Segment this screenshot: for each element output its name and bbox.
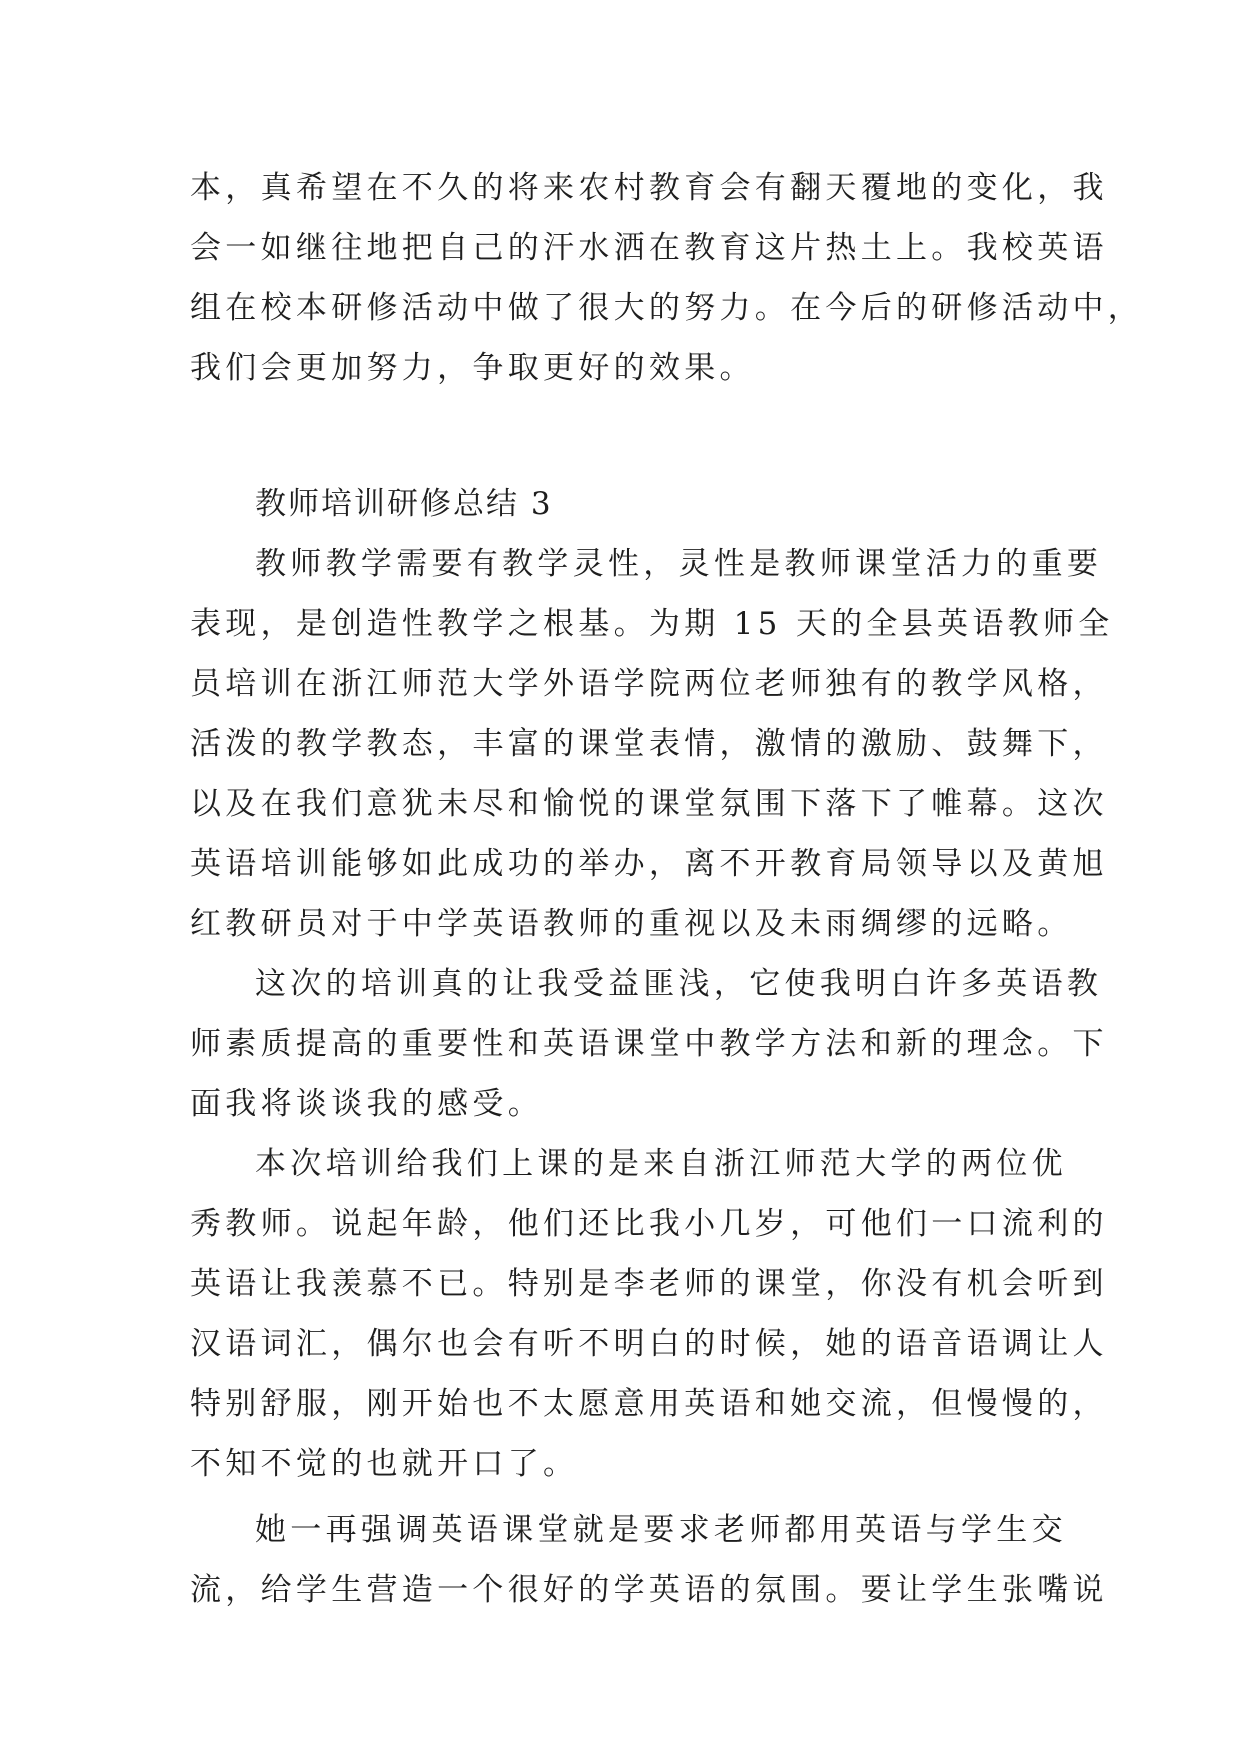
paragraph-1-line-1: 教师教学需要有教学灵性，灵性是教师课堂活力的重要 (255, 546, 1103, 582)
paragraph-2-line-1: 这次的培训真的让我受益匪浅，它使我明白许多英语教 (255, 966, 1103, 1002)
paragraph-1-line-3: 员培训在浙江师范大学外语学院两位老师独有的教学风格， (190, 666, 1108, 702)
paragraph-1-line-4: 活泼的教学教态，丰富的课堂表情，激情的激励、鼓舞下， (190, 726, 1108, 762)
paragraph-3-line-6: 不知不觉的也就开口了。 (190, 1446, 579, 1482)
intro-line-4: 我们会更加努力，争取更好的效果。 (190, 350, 755, 386)
paragraph-2-line-3: 面我将谈谈我的感受。 (190, 1086, 543, 1122)
paragraph-3-line-5: 特别舒服，刚开始也不太愿意用英语和她交流，但慢慢的， (190, 1386, 1108, 1422)
intro-line-2: 会一如继往地把自己的汗水洒在教育这片热土上。我校英语 (190, 230, 1108, 266)
paragraph-4-line-1: 她一再强调英语课堂就是要求老师都用英语与学生交 (255, 1512, 1067, 1548)
paragraph-4-line-2: 流，给学生营造一个很好的学英语的氛围。要让学生张嘴说 (190, 1572, 1108, 1608)
intro-line-3: 组在校本研修活动中做了很大的努力。在今后的研修活动中， (190, 290, 1144, 326)
paragraph-1-line-6: 英语培训能够如此成功的举办，离不开教育局领导以及黄旭 (190, 846, 1108, 882)
paragraph-1-line-2: 表现，是创造性教学之根基。为期 15 天的全县英语教师全 (190, 606, 1114, 642)
paragraph-1-line-5: 以及在我们意犹未尽和愉悦的课堂氛围下落下了帷幕。这次 (190, 786, 1108, 822)
paragraph-3-line-2: 秀教师。说起年龄，他们还比我小几岁，可他们一口流利的 (190, 1206, 1108, 1242)
paragraph-3-line-4: 汉语词汇，偶尔也会有听不明白的时候，她的语音语调让人 (190, 1326, 1108, 1362)
section-heading: 教师培训研修总结 3 (255, 486, 553, 522)
paragraph-1-line-7: 红教研员对于中学英语教师的重视以及未雨绸缪的远略。 (190, 906, 1073, 942)
paragraph-2-line-2: 师素质提高的重要性和英语课堂中教学方法和新的理念。下 (190, 1026, 1108, 1062)
intro-line-1: 本，真希望在不久的将来农村教育会有翻天覆地的变化，我 (190, 170, 1108, 206)
paragraph-3-line-3: 英语让我羡慕不已。特别是李老师的课堂，你没有机会听到 (190, 1266, 1108, 1302)
paragraph-3-line-1: 本次培训给我们上课的是来自浙江师范大学的两位优 (255, 1146, 1067, 1182)
